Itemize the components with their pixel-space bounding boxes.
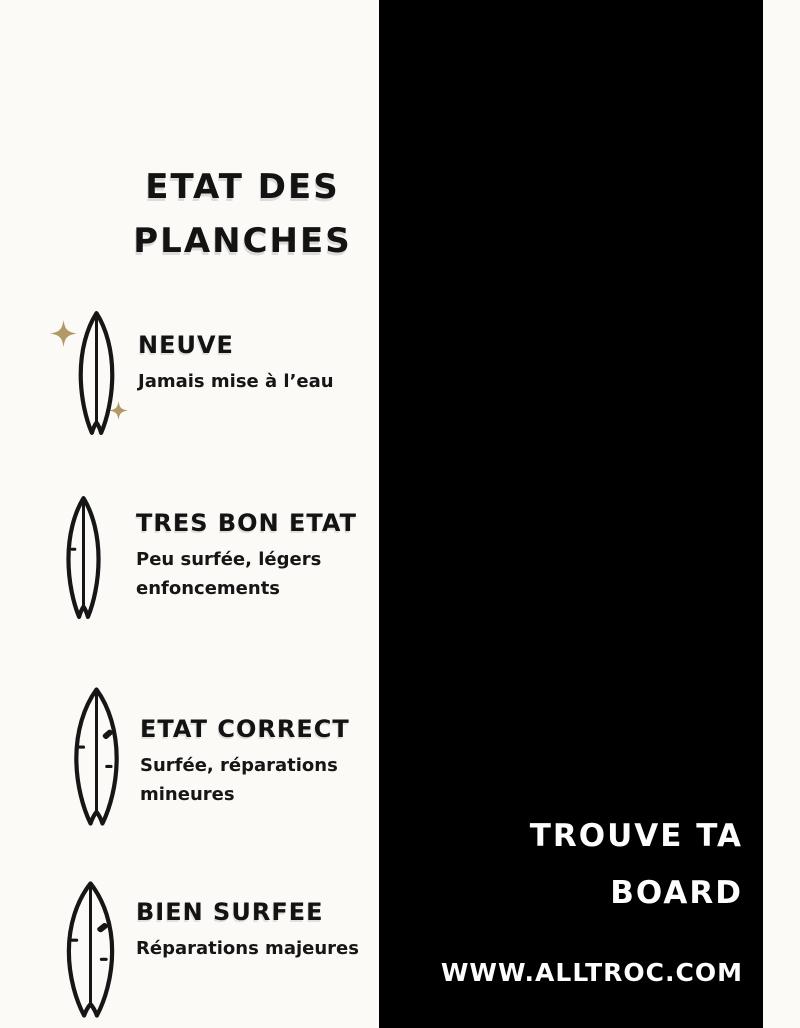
surfboard-new-icon bbox=[75, 310, 118, 436]
condition-item-bien-surfee bbox=[136, 897, 359, 963]
condition-description: Jamais mise à l’eau bbox=[138, 371, 334, 392]
condition-description-line1: Surfée, réparations bbox=[140, 755, 338, 776]
condition-item-etat-correct bbox=[140, 714, 350, 809]
surfboard-very-good-icon bbox=[63, 495, 104, 620]
condition-label: TRES BON ETAT bbox=[136, 509, 358, 537]
website-url: WWW.ALLTROC.COM bbox=[440, 958, 743, 987]
condition-item-neuve bbox=[138, 330, 334, 396]
promo-slogan-line1: TROUVE TA bbox=[529, 818, 743, 854]
condition-description: Réparations majeures bbox=[136, 938, 359, 959]
promo-slogan bbox=[530, 808, 743, 922]
page-title-line2: PLANCHES bbox=[133, 221, 352, 261]
surfboard-correct-icon bbox=[69, 686, 124, 827]
condition-item-tres-bon-etat bbox=[136, 508, 357, 603]
condition-label: BIEN SURFEE bbox=[136, 898, 324, 926]
condition-description-line1: Peu surfée, légers bbox=[136, 549, 322, 570]
promo-slogan-line2: BOARD bbox=[610, 875, 743, 911]
condition-description-line2: enfoncements bbox=[136, 578, 281, 599]
condition-description-line2: mineures bbox=[140, 784, 235, 805]
condition-label: NEUVE bbox=[138, 331, 234, 359]
condition-label: ETAT CORRECT bbox=[140, 715, 350, 743]
surfboard-well-used-icon bbox=[61, 880, 120, 1019]
page-title-line1: ETAT DES bbox=[145, 167, 340, 207]
sparkle-icon bbox=[50, 320, 77, 347]
page-title bbox=[105, 160, 380, 268]
